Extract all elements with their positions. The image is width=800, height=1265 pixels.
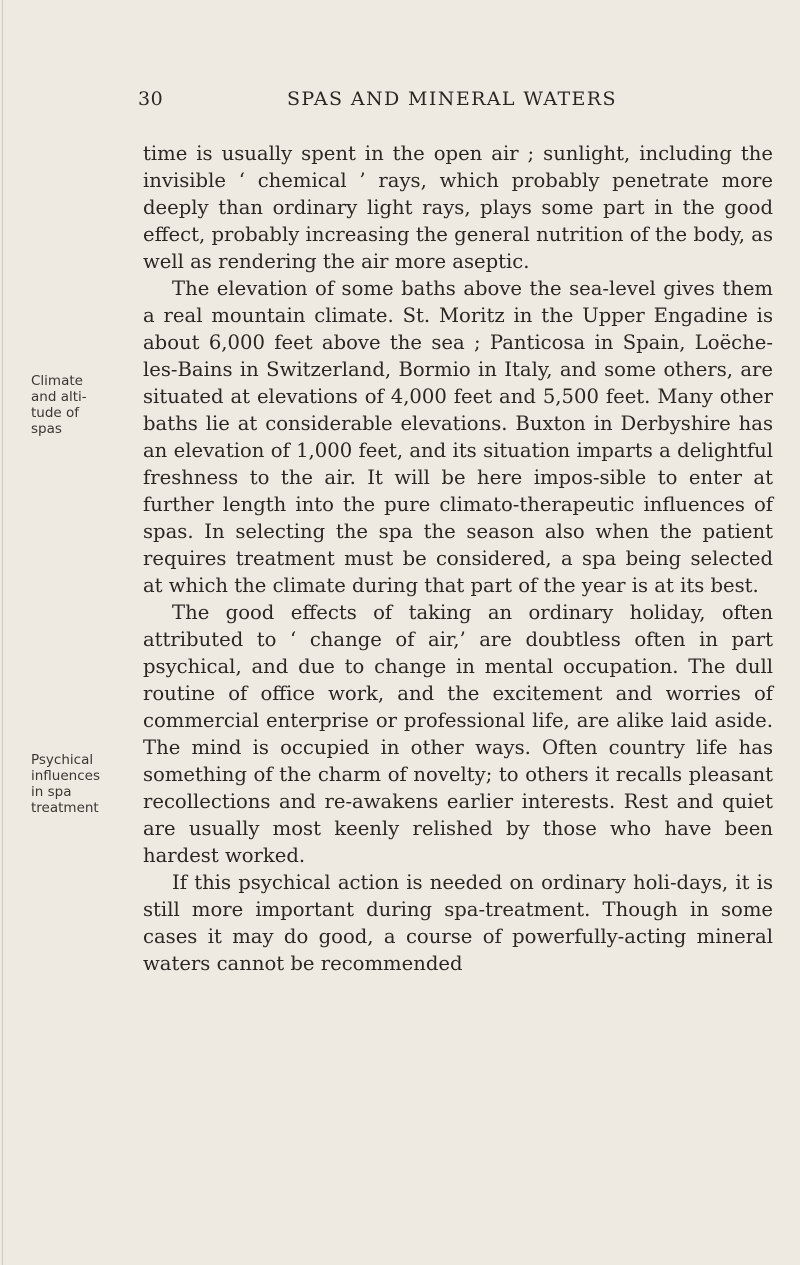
- page-header: [138, 88, 778, 116]
- paragraph-psychical: The good effects of taking an ordinary holiday, often attributed to ‘ change of air,’ are doubtless often in part psychical, and due to change in mental occupation. The dull routine of office work, and the excitement and worries of commercial enterprise or professional life, are alike laid aside. The mind is occupied in other ways. Often country life has something of the charm of novelty; to others it recalls pleasant recollections and re-awakens earlier interests. Rest and quiet are usually most keenly relished by those who have been hardest worked.: [143, 601, 773, 867]
- sidenote-line: influences: [31, 768, 100, 784]
- paragraph-elevation: The elevation of some baths above the sea-level gives them a real mountain climate. St. Moritz in the Upper Engadine is about 6,000 feet above the sea ; Panticosa in Spain, Loëche-les-Bains in Switzerland, Bormio in Italy, and some others, are situated at elevations of 4,000 feet and 5,500 feet. Many other baths lie at considerable elevations. Buxton in Derbyshire has an elevation of 1,000 feet, and its situation imparts a delightful freshness to the air. It will be here impos-sible to enter at further length into the pure climato-therapeutic influences of spas. In selecting the spa the season also when the patient requires treatment must be considered, a spa being selected at which the climate during that part of the year is at its best.: [143, 277, 773, 597]
- paragraph-continuation: time is usually spent in the open air ; sunlight, including the invisible ‘ chemical ’ rays, which probably penetrate more deeply than ordinary light rays, plays some part in the good effect, probably increasing the general nutrition of the body, as well as rendering the air more aseptic.: [143, 142, 773, 273]
- sidenote-line: spas: [31, 421, 62, 437]
- page-number: 30: [138, 88, 164, 110]
- sidenote-line: treatment: [31, 800, 99, 816]
- sidenote-line: Climate: [31, 373, 83, 389]
- running-head: SPAS AND MINERAL WATERS: [287, 88, 617, 110]
- sidenote-psychical-influences: [31, 752, 135, 816]
- paragraph-spa-treatment: If this psychical action is needed on ordinary holi-days, it is still more important during spa-treatment. Though in some cases it may do good, a course of powerfully-acting mineral waters cannot be recommended: [143, 871, 773, 975]
- sidenote-line: tude of: [31, 405, 80, 421]
- sidenote-climate-altitude: [31, 373, 135, 437]
- sidenote-line: Psychical: [31, 752, 94, 768]
- sidenote-line: in spa: [31, 784, 72, 800]
- body-text: [143, 140, 773, 977]
- page-edge-rule: [2, 0, 3, 1265]
- sidenote-line: and alti-: [31, 389, 87, 405]
